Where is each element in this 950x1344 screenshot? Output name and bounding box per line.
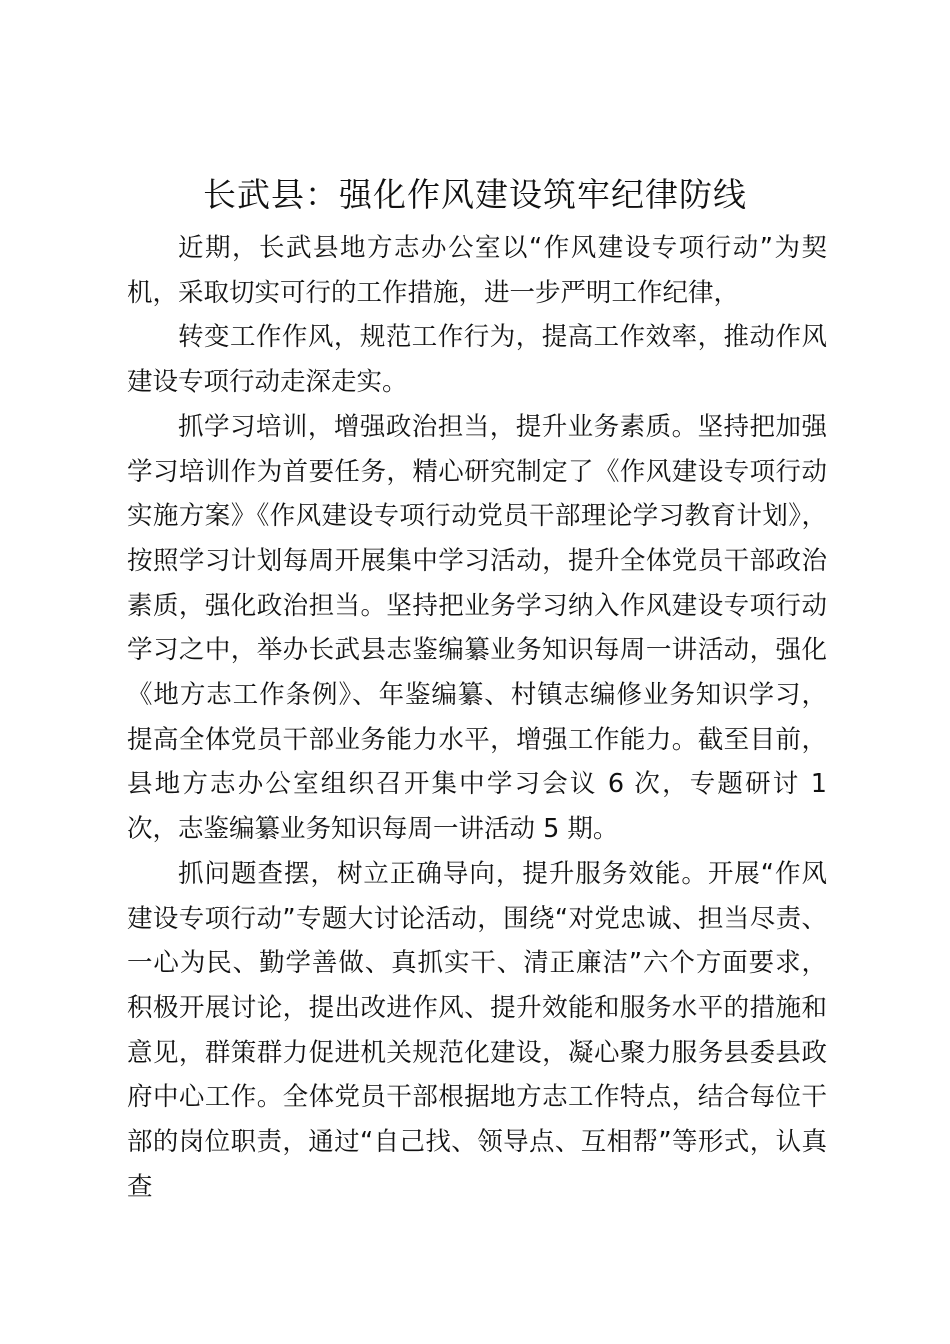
paragraph-study-training: 抓学习培训，增强政治担当，提升业务素质。坚持把加强学习培训作为首要任务，精心研究制定了《作风建设专项行动实施方案》《作风建设专项行动党员干部理论学习教育计划》，按照学习计划每周开展集中学习活动，提升全体党员干部政治素质，强化政治担当。坚持把业务学习纳入作风建设专项行动学习之中，举办长武县志鉴编纂业务知识每周一讲活动，强化《地方志工作条例》、年鉴编纂、村镇志编修业务知识学习，提高全体党员干部业务能力水平，增强工作能力。截至目前，县地方志办公室组织召开集中学习会议 6 次，专题研讨 1 次，志鉴编纂业务知识每周一讲活动 5 期。 (127, 411, 827, 845)
paragraph-problem-check: 抓问题查摆，树立正确导向，提升服务效能。开展“作风建设专项行动”专题大讨论活动，围绕“对党忠诚、担当尽责、一心为民、勤学善做、真抓实干、清正廉洁”六个方面要求，积极开展讨论，提出改进作风、提升效能和服务水平的措施和意见，群策群力促进机关规范化建设，凝心聚力服务县委县政府中心工作。全体党员干部根据地方志工作特点，结合每位干部的岗位职责，通过“自己找、领导点、互相帮”等形式，认真查 (127, 858, 827, 1202)
document-title: 长武县：强化作风建设筑牢纪律防线 (203, 175, 747, 214)
paragraph-intro-continued: 转变工作作风，规范工作行为，提高工作效率，推动作风建设专项行动走深走实。 (127, 322, 827, 398)
paragraph-intro: 近期，长武县地方志办公室以“作风建设专项行动”为契机，采取切实可行的工作措施，进一步严明工作纪律， (127, 233, 827, 308)
document-body (127, 226, 827, 1209)
